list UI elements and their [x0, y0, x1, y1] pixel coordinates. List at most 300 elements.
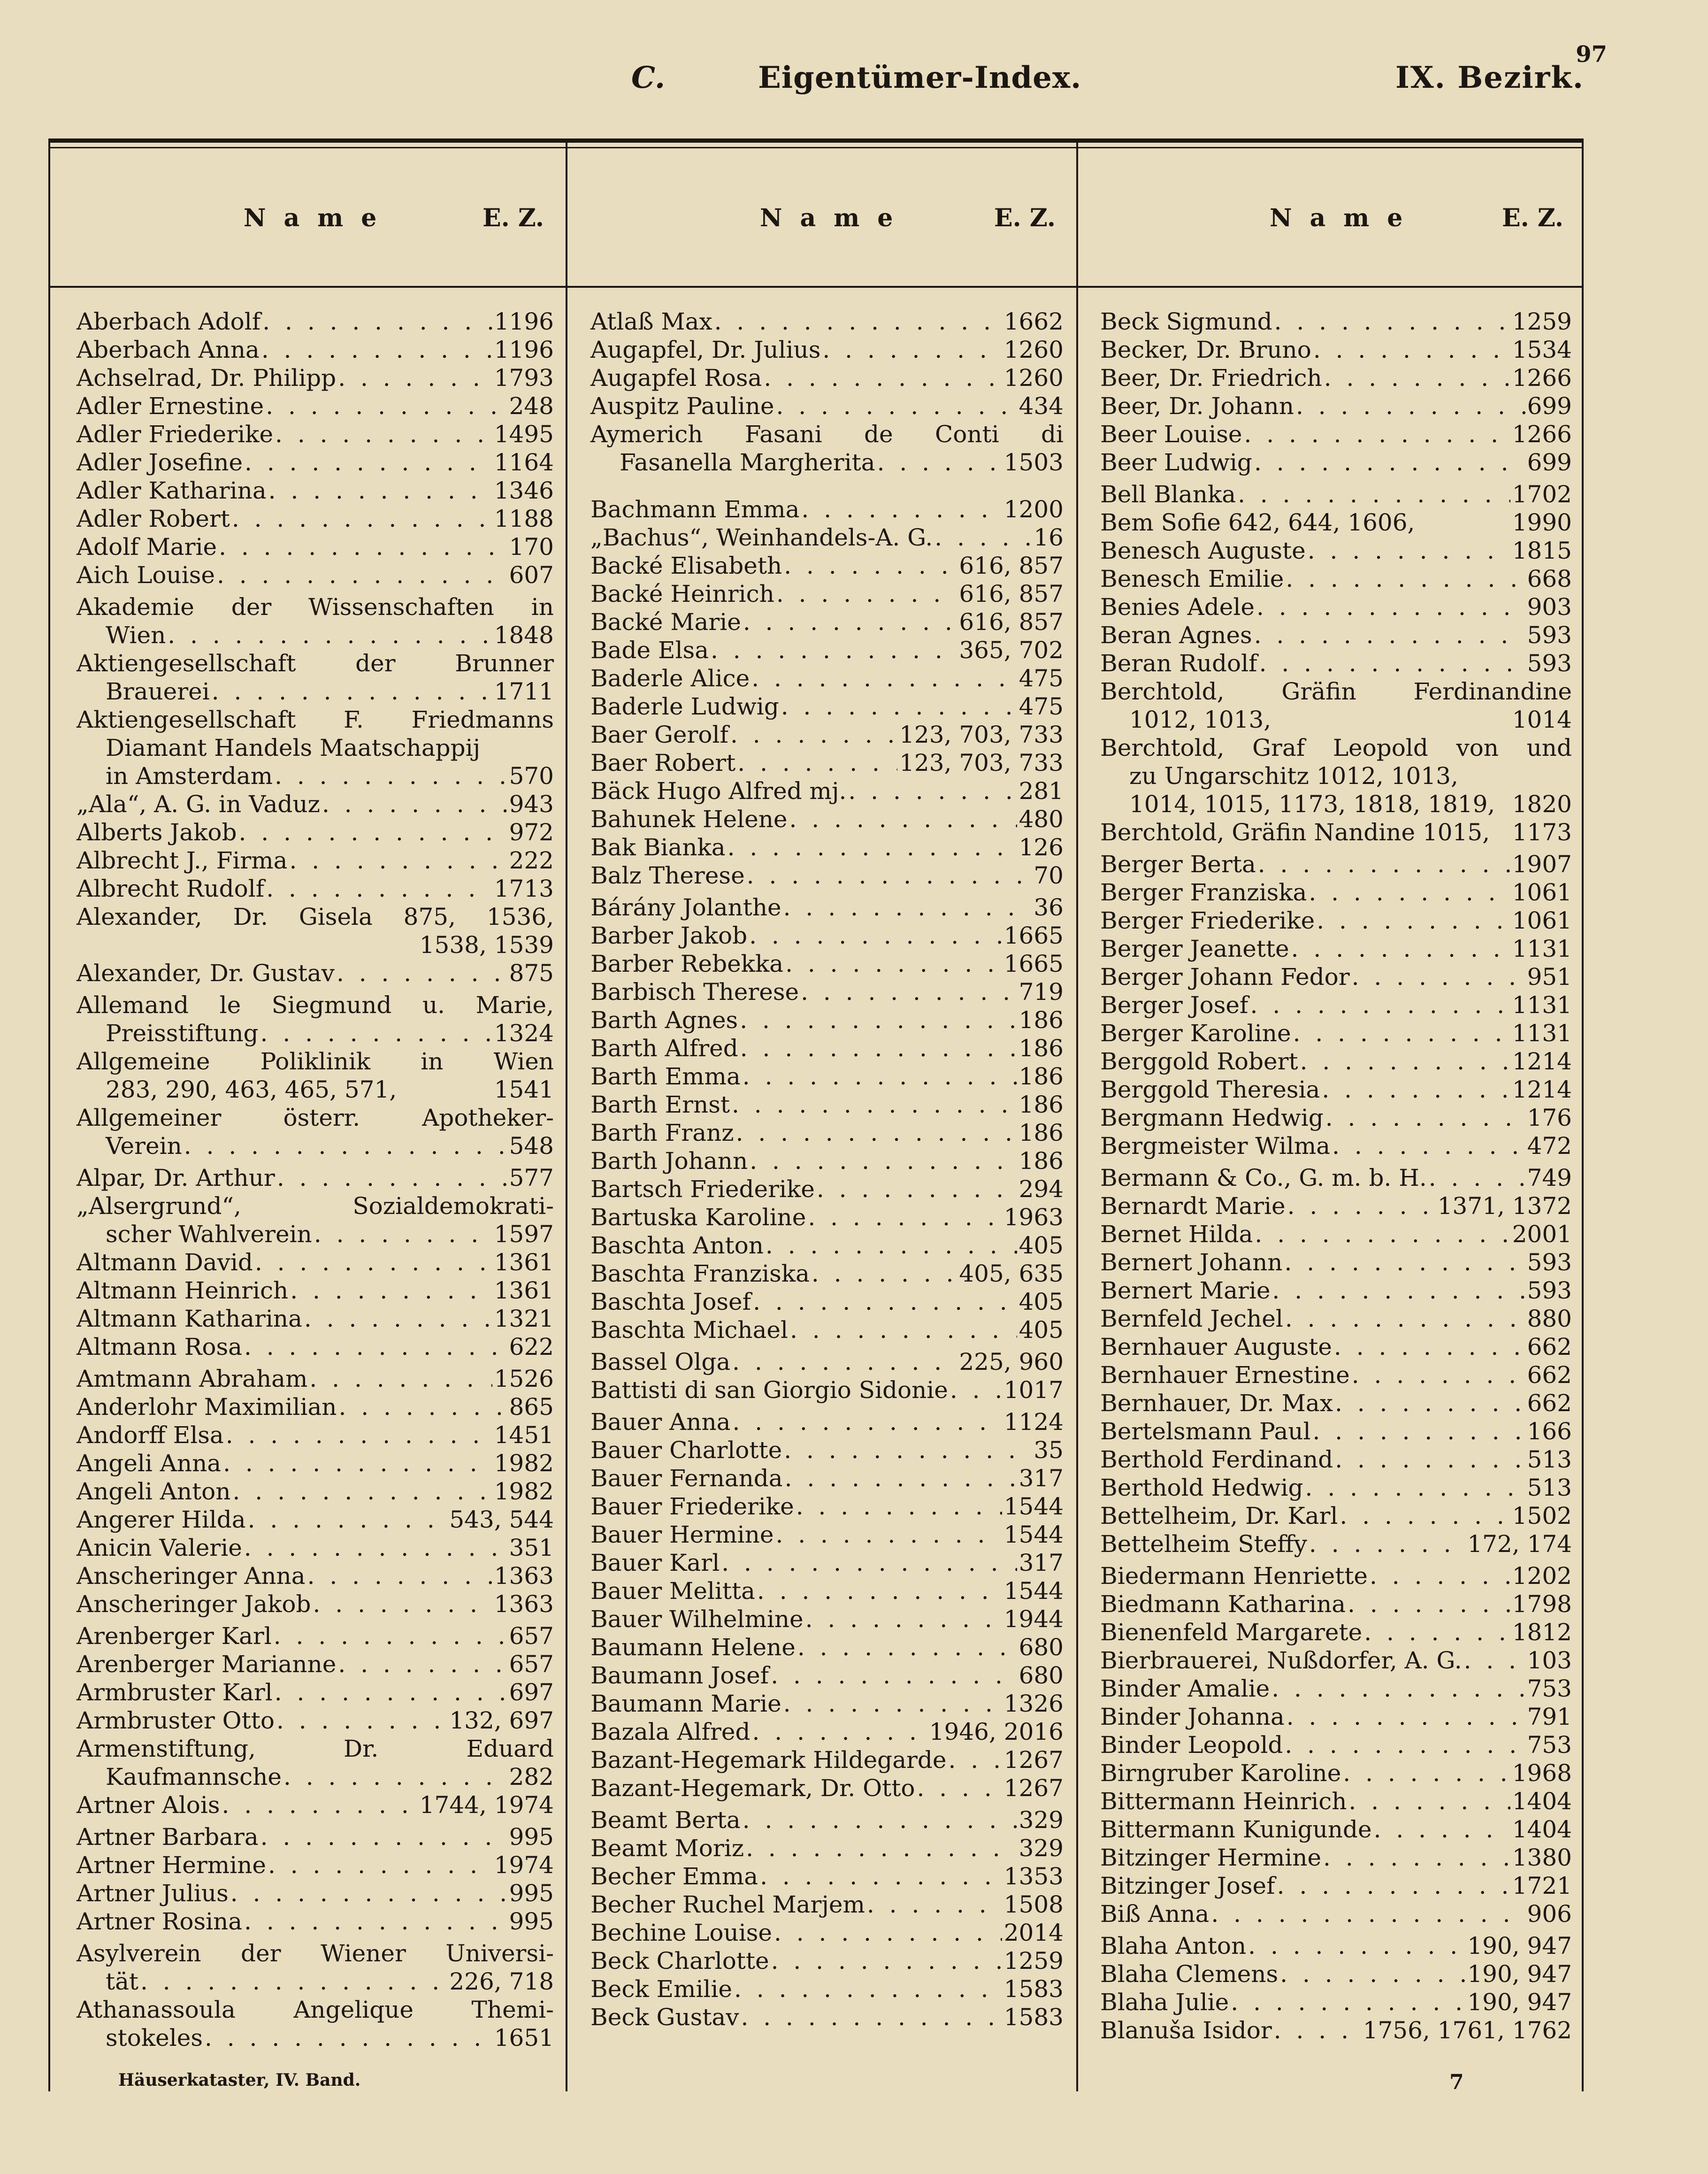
entry-name: Artner Alois — [77, 1791, 220, 1819]
entry-line — [1100, 1759, 1572, 1787]
entry-name-line: „Alsergrund“, Sozialdemokrati- — [77, 1192, 554, 1220]
index-entry — [77, 307, 554, 336]
leader-dots — [261, 336, 492, 364]
index-entry — [590, 1091, 1064, 1119]
entry-ez: 513 — [1527, 1474, 1572, 1501]
entry-ez: 170 — [509, 533, 554, 561]
index-entry — [1100, 565, 1572, 593]
entry-ez: 225, 960 — [959, 1348, 1064, 1375]
leader-dots — [1286, 565, 1525, 593]
leader-dots — [314, 1220, 492, 1248]
entry-ez: 1990 — [1512, 509, 1572, 536]
entry-line — [1100, 649, 1572, 677]
index-title: Eigentümer-Index. — [758, 60, 1082, 95]
entry-name: Baer Gerolf — [590, 721, 728, 748]
entry-name: Aberbach Anna — [77, 336, 260, 363]
leader-dots — [217, 561, 507, 589]
leader-dots — [276, 1706, 447, 1735]
entry-ez: 1200 — [1003, 496, 1064, 523]
entry-name: Achselrad, Dr. Philipp — [77, 364, 337, 392]
entry-line — [590, 636, 1064, 664]
index-entry — [1100, 2016, 1572, 2044]
entry-line — [1100, 850, 1572, 878]
entry-last-line — [1100, 790, 1572, 818]
entry-line — [1100, 2016, 1572, 2044]
entry-name-cont: 283, 290, 463, 465, 571, — [106, 1076, 397, 1103]
entry-name-cont: Verein — [106, 1132, 182, 1160]
entry-line — [77, 1879, 554, 1907]
index-entry — [77, 420, 554, 448]
entry-name: Bazant-Hegemark, Dr. Otto — [590, 1775, 915, 1802]
leader-dots — [289, 846, 507, 875]
leader-dots — [338, 1650, 507, 1678]
entry-name: Bitzinger Josef — [1100, 1872, 1275, 1899]
entry-line — [77, 1706, 554, 1735]
entry-line — [77, 1622, 554, 1650]
entry-name: Berthold Hedwig — [1100, 1474, 1303, 1501]
entry-line — [590, 580, 1064, 608]
entry-name: Beer, Dr. Johann — [1100, 392, 1294, 420]
entry-line — [1100, 1703, 1572, 1731]
entry-line — [590, 1718, 1064, 1746]
entry-line — [590, 1947, 1064, 1975]
entry-name: Bazant-Hegemark Hildegarde — [590, 1746, 947, 1774]
leader-dots — [275, 1678, 507, 1706]
entry-name: Anscheringer Anna — [77, 1562, 306, 1590]
entry-name-line: Aymerich Fasani de Conti di — [590, 421, 1064, 448]
leader-dots — [776, 580, 957, 608]
leader-dots — [1352, 963, 1525, 991]
leader-dots — [1325, 1104, 1525, 1132]
entry-name: Andorff Elsa — [77, 1421, 224, 1449]
index-entry — [77, 706, 554, 790]
entry-line — [1100, 480, 1572, 508]
index-entry — [1100, 734, 1572, 818]
entry-line — [590, 1605, 1064, 1633]
entry-ez: 126 — [1019, 834, 1064, 861]
entry-name: Bettelheim Steffy — [1100, 1530, 1307, 1558]
entry-ez: 906 — [1527, 1900, 1572, 1928]
entry-name: Adler Josefine — [77, 449, 243, 476]
entry-line — [590, 1376, 1064, 1404]
entry-name: Berthold Ferdinand — [1100, 1446, 1333, 1473]
entry-ez: 1982 — [494, 1450, 554, 1477]
entry-ez: 317 — [1019, 1465, 1064, 1492]
entry-line — [77, 1590, 554, 1618]
index-entry — [590, 664, 1064, 692]
entry-line — [590, 1034, 1064, 1062]
entry-line — [77, 1164, 554, 1192]
leader-dots — [747, 861, 1032, 890]
footer-book-title: Häuserkataster, IV. Band. — [118, 2070, 361, 2090]
entry-ez: 405, 635 — [959, 1260, 1064, 1287]
index-entry — [77, 476, 554, 505]
index-entry — [1100, 935, 1572, 963]
column-divider — [1076, 143, 1078, 2091]
entry-line — [590, 950, 1064, 978]
leader-dots — [255, 1248, 492, 1276]
index-entry — [77, 1449, 554, 1477]
entry-name: Bauer Friederike — [590, 1493, 794, 1520]
entry-name: Baschta Anton — [590, 1232, 764, 1259]
entry-line — [590, 692, 1064, 721]
leader-dots — [1343, 1759, 1510, 1787]
entry-ez: 405 — [1019, 1316, 1064, 1344]
entry-name: Bahunek Helene — [590, 806, 788, 833]
index-entry — [590, 721, 1064, 749]
entry-name-cont: Wien — [106, 622, 166, 649]
entry-name: Beer, Dr. Friedrich — [1100, 364, 1322, 392]
entry-name: Bernert Marie — [1100, 1277, 1271, 1304]
entry-ez: 186 — [1019, 1119, 1064, 1146]
entry-line — [77, 1534, 554, 1562]
index-entry — [590, 1464, 1064, 1492]
entry-ez: 1131 — [1512, 1020, 1572, 1047]
entry-name: Berchtold, Gräfin Nandine 1015, — [1100, 819, 1490, 846]
entry-name: Angerer Hilda — [77, 1506, 246, 1533]
leader-dots — [397, 1075, 494, 1104]
entry-name: Bernfeld Jechel — [1100, 1305, 1283, 1332]
ez-header: E. Z. — [994, 204, 1056, 232]
entry-ez: 1544 — [1003, 1493, 1064, 1520]
index-entry — [77, 1706, 554, 1735]
index-entry — [77, 1477, 554, 1506]
entry-ez: 1124 — [1003, 1408, 1064, 1436]
entry-name: Berger Jeanette — [1100, 935, 1289, 962]
leader-dots — [781, 692, 1017, 721]
entry-name: Bauer Melitta — [590, 1577, 755, 1605]
leader-dots — [1374, 1815, 1510, 1844]
entry-name: Berger Franziska — [1100, 879, 1307, 906]
entry-name-cont: Kaufmannsche — [106, 1763, 282, 1790]
entry-ez: 1061 — [1512, 907, 1572, 934]
entry-line — [77, 875, 554, 903]
entry-last-line — [77, 1763, 554, 1791]
entry-name-cont: stokeles — [106, 2024, 203, 2051]
name-header: Name — [1270, 204, 1421, 232]
leader-dots — [260, 1019, 492, 1047]
entry-ez: 16 — [1034, 524, 1064, 551]
index-entry — [77, 649, 554, 706]
index-entry — [77, 1248, 554, 1276]
district-label: IX. Bezirk. — [1395, 60, 1584, 95]
leader-dots — [732, 1091, 1017, 1119]
entry-name: Bitzinger Hermine — [1100, 1844, 1322, 1871]
footer-signature: 7 — [1449, 2070, 1464, 2094]
entry-line — [590, 552, 1064, 580]
entry-ez: 570 — [509, 762, 554, 790]
entry-line — [1100, 420, 1572, 448]
entry-name: Blaha Clemens — [1100, 1960, 1279, 1988]
entry-name: Bartsch Friederike — [590, 1175, 815, 1203]
leader-dots — [1238, 480, 1510, 508]
entry-line — [1100, 1988, 1572, 2016]
entry-name: Berggold Robert — [1100, 1048, 1298, 1075]
entry-line — [590, 1408, 1064, 1436]
entry-ez: 1164 — [494, 449, 554, 476]
leader-dots — [1323, 1844, 1510, 1872]
entry-ez: 1404 — [1512, 1788, 1572, 1815]
entry-name-cont: Preisstiftung — [106, 1020, 259, 1047]
leader-dots — [1313, 1417, 1525, 1445]
entry-line — [77, 1851, 554, 1879]
entry-last-line — [77, 1075, 554, 1104]
leader-dots — [771, 1947, 1002, 1975]
entry-ez: 593 — [1527, 1249, 1572, 1276]
leader-dots — [743, 1062, 1017, 1091]
entry-ez: 475 — [1019, 665, 1064, 692]
entry-line — [77, 790, 554, 818]
entry-ez: 680 — [1019, 1662, 1064, 1689]
entry-name: Atlaß Max — [590, 308, 712, 335]
leader-dots — [244, 1333, 507, 1361]
index-entry — [1100, 818, 1572, 846]
leader-dots — [741, 2003, 1002, 2031]
entry-ez: 1665 — [1003, 922, 1064, 949]
index-entry — [77, 991, 554, 1047]
entry-line — [590, 1661, 1064, 1690]
entry-ez: 132, 697 — [449, 1707, 554, 1734]
entry-name: Biedermann Henriette — [1100, 1562, 1368, 1590]
entry-ez: 1380 — [1512, 1844, 1572, 1871]
index-entry — [77, 1590, 554, 1618]
entry-line — [1100, 1731, 1572, 1759]
entry-line — [1100, 392, 1572, 420]
entry-name: Binder Amalie — [1100, 1675, 1270, 1702]
index-entry — [1100, 1844, 1572, 1872]
entry-ez: 1259 — [1512, 308, 1572, 335]
entry-ez: 1526 — [494, 1365, 554, 1392]
entry-ez: 329 — [1019, 1806, 1064, 1834]
index-entry — [1100, 1474, 1572, 1502]
index-entry — [77, 875, 554, 903]
entry-line — [1100, 364, 1572, 392]
leader-dots — [232, 505, 492, 533]
entry-last-line — [77, 677, 554, 706]
entry-ez: 622 — [509, 1333, 554, 1360]
page-heading — [49, 60, 1584, 107]
index-entry — [77, 790, 554, 818]
entry-name: Berger Josef — [1100, 991, 1248, 1019]
index-entry — [1100, 448, 1572, 476]
entry-line — [1100, 1417, 1572, 1445]
entry-ez: 657 — [509, 1622, 554, 1650]
entry-ez: 1266 — [1512, 421, 1572, 448]
leader-dots — [222, 1791, 418, 1819]
entry-ez: 1214 — [1512, 1048, 1572, 1075]
entry-line — [590, 1492, 1064, 1521]
section-letter: C. — [631, 60, 666, 95]
leader-dots — [1211, 1900, 1525, 1928]
entry-ez: 1061 — [1512, 879, 1572, 906]
entry-ez: 1451 — [494, 1421, 554, 1449]
entry-name: Bergmann Hedwig — [1100, 1104, 1324, 1131]
entry-line — [1100, 991, 1572, 1019]
index-entry — [1100, 593, 1572, 621]
entry-name-cont: 1014, 1015, 1173, 1818, 1819, — [1129, 791, 1495, 818]
entry-name: Beran Rudolf — [1100, 650, 1257, 677]
leader-dots — [266, 392, 507, 420]
index-entry — [590, 749, 1064, 777]
entry-line — [590, 1774, 1064, 1802]
entry-line — [1100, 1164, 1572, 1192]
entry-ez: 1267 — [1003, 1746, 1064, 1774]
index-entry — [77, 1365, 554, 1393]
leader-dots — [1293, 1019, 1510, 1047]
entry-line — [77, 1678, 554, 1706]
leader-dots — [1285, 1305, 1525, 1333]
entry-line — [590, 1119, 1064, 1147]
leader-dots — [784, 552, 957, 580]
leader-dots — [283, 1763, 507, 1791]
index-entry — [1100, 850, 1572, 878]
leader-dots — [1271, 706, 1512, 734]
entry-line — [590, 721, 1064, 749]
entry-name: Adolf Marie — [77, 533, 217, 561]
entry-line — [1100, 1815, 1572, 1844]
entry-name: Anicin Valerie — [77, 1534, 242, 1561]
index-entry — [590, 364, 1064, 392]
index-entry — [77, 1791, 554, 1819]
index-entry — [590, 861, 1064, 890]
entry-name: Beck Gustav — [590, 2004, 739, 2031]
entry-name: Beck Emilie — [590, 1975, 733, 2003]
entry-name: Arenberger Marianne — [77, 1651, 337, 1678]
leader-dots — [771, 1661, 1017, 1690]
index-entry — [1100, 1759, 1572, 1787]
leader-dots — [757, 1577, 1002, 1605]
entry-line — [1100, 906, 1572, 935]
leader-dots — [1322, 1075, 1510, 1104]
entry-ez: 697 — [509, 1679, 554, 1706]
leader-dots — [266, 875, 492, 903]
entry-line — [1100, 1618, 1572, 1646]
leader-dots — [812, 1260, 957, 1288]
entry-line — [590, 523, 1064, 552]
index-entry — [590, 420, 1064, 476]
entry-name: Barth Franz — [590, 1119, 734, 1146]
entry-ez: 1982 — [494, 1478, 554, 1505]
index-entry — [1100, 1988, 1572, 2016]
leader-dots — [1364, 1618, 1510, 1646]
entry-ez: 186 — [1019, 1147, 1064, 1175]
entry-last-line — [77, 931, 554, 959]
entry-name: Bak Bianka — [590, 834, 726, 861]
entry-line — [590, 1436, 1064, 1464]
entry-name: Bittermann Kunigunde — [1100, 1816, 1372, 1843]
entry-ez: 880 — [1527, 1305, 1572, 1332]
entry-line — [1100, 1305, 1572, 1333]
leader-dots — [338, 364, 492, 392]
index-entry — [77, 392, 554, 420]
index-entry — [77, 505, 554, 533]
entry-ez: 1321 — [494, 1305, 554, 1332]
index-entry — [1100, 1361, 1572, 1389]
entry-line — [77, 1393, 554, 1421]
entry-line — [590, 1006, 1064, 1034]
leader-dots — [752, 1718, 927, 1746]
index-entry — [77, 903, 554, 959]
entry-ez: 548 — [509, 1132, 554, 1160]
index-entry — [590, 950, 1064, 978]
entry-ez: 1014 — [1512, 706, 1572, 733]
entry-name-line: Berchtold, Graf Leopold von und — [1100, 734, 1572, 761]
entry-name: Artner Barbara — [77, 1823, 259, 1851]
entry-line — [77, 1477, 554, 1506]
leader-dots — [789, 805, 1017, 833]
leader-dots — [268, 1851, 492, 1879]
leader-dots — [1332, 1132, 1525, 1160]
entry-ez: 1131 — [1512, 991, 1572, 1019]
index-entry — [1100, 508, 1572, 537]
entry-line — [1100, 1445, 1572, 1474]
entry-name: Beran Agnes — [1100, 622, 1252, 649]
leader-dots — [1370, 1562, 1510, 1590]
index-entry — [1100, 1932, 1572, 1960]
leader-dots — [1495, 790, 1512, 818]
entry-line — [590, 777, 1064, 805]
entry-name-line: Berchtold, Gräfin Ferdinandine — [1100, 678, 1572, 705]
entry-name: Blanuša Isidor — [1100, 2017, 1272, 2044]
entry-ez: 1665 — [1003, 950, 1064, 977]
entry-name: Berger Friederike — [1100, 907, 1315, 934]
entry-line — [590, 1147, 1064, 1175]
entry-line — [1100, 593, 1572, 621]
entry-line — [590, 805, 1064, 833]
entry-ez: 317 — [1019, 1549, 1064, 1576]
index-entry — [1100, 1047, 1572, 1075]
leader-dots — [1272, 1276, 1525, 1305]
entry-ez: 1651 — [494, 2024, 554, 2051]
entry-line — [77, 959, 554, 987]
entry-name: Blaha Anton — [1100, 1932, 1247, 1959]
entry-name: Binder Johanna — [1100, 1703, 1285, 1730]
leader-dots — [1231, 1988, 1465, 2016]
leader-dots — [277, 1164, 507, 1192]
index-entry — [590, 1492, 1064, 1521]
leader-dots — [1291, 935, 1510, 963]
index-entry — [590, 1348, 1064, 1376]
entry-line — [590, 392, 1064, 420]
leader-dots — [260, 1823, 507, 1851]
entry-name: Bernhauer Ernestine — [1100, 1361, 1350, 1389]
leader-dots — [1335, 1445, 1525, 1474]
entry-line — [590, 1890, 1064, 1919]
entry-last-line — [77, 1019, 554, 1047]
leader-dots — [730, 721, 897, 749]
index-entry — [77, 1996, 554, 2052]
leader-dots — [776, 392, 1017, 420]
index-entry — [590, 1605, 1064, 1633]
entry-name: Aich Louise — [77, 561, 215, 589]
leader-dots — [728, 833, 1017, 861]
index-entry — [590, 1661, 1064, 1690]
entry-name: Baumann Josef — [590, 1662, 769, 1689]
index-entry — [77, 1164, 554, 1192]
entry-name: Bachmann Emma — [590, 496, 800, 523]
entry-line — [1100, 1248, 1572, 1276]
entry-line — [590, 336, 1064, 364]
index-entry — [590, 2003, 1064, 2031]
leader-dots — [743, 1806, 1017, 1834]
entry-line — [1100, 1960, 1572, 1988]
entry-line — [77, 1449, 554, 1477]
entry-ez: 1721 — [1512, 1872, 1572, 1899]
entry-ez: 753 — [1527, 1731, 1572, 1759]
entry-name: Alexander, Dr. Gustav — [77, 960, 335, 987]
entry-line — [1100, 1932, 1572, 1960]
leader-dots — [867, 1890, 1002, 1919]
